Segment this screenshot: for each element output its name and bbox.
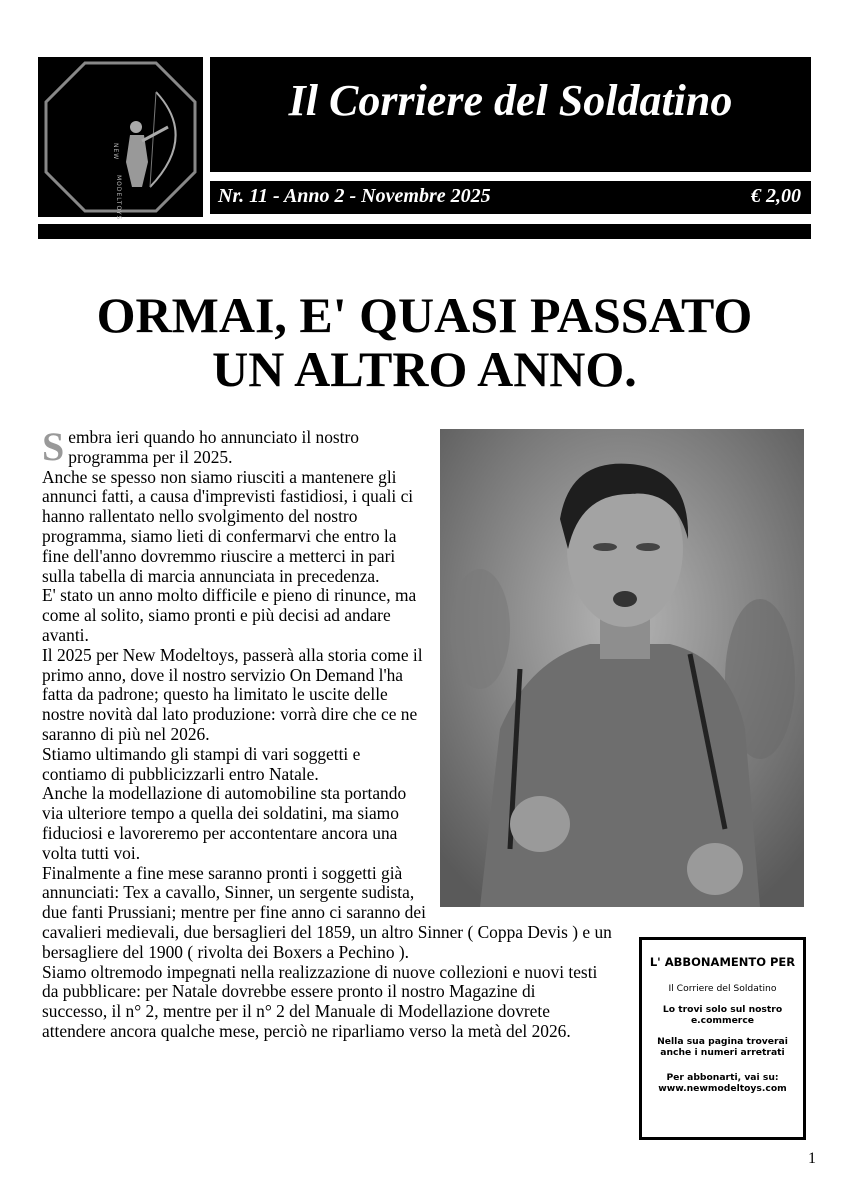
subscription-url[interactable]: www.newmodeltoys.com: [658, 1083, 787, 1094]
article-paragraph-5: Stiamo ultimando gli stampi di vari soggetti e contiamo di pubblicizzarli entro Natale.: [42, 743, 361, 784]
issue-bar: [210, 181, 811, 214]
header-rule: [38, 224, 811, 239]
article-paragraph-4: Il 2025 per New Modeltoys, passerà alla storia come il primo anno, dove il nostro servizio On Demand l'ha fatta da padrone; questo ha limitato le uscite delle nostre novità dal lato produzione: vorrà dire che ce ne saranno di più nel 2026.: [42, 644, 423, 744]
dropcap: S: [42, 424, 65, 469]
logo-text-new: NEW: [112, 143, 119, 161]
article-body: [42, 424, 642, 1042]
article-paragraph-1: embra ieri quando ho annunciato il nostro programma per il 2025.: [68, 427, 359, 467]
logo: [38, 57, 203, 221]
article-paragraph-2: Anche se spesso non siamo riusciti a mantenere gli annunci fatti, a causa d'imprevisti fastidiosi, i quali ci hanno rallentato nello svolgimento del nostro programma, siamo lieti di confermarvi che entro la fine dell'anno dovremmo riuscire a metterci in pari sulla tabella di marcia annunciata in precedenza.: [42, 466, 414, 586]
article-paragraph-8: Siamo oltremodo impegnati nella realizzazione di nuove collezioni e nuovi testi da pubblicare: per Natale dovrebbe essere pronto il nostro Magazine di successo, il n° 2, mentre per il n° 2 del Manuale di Modellazione dovrete attendere ancora qualche mese, perciò ne riparliamo verso la metà del 2026.: [42, 961, 598, 1041]
subscription-box: [639, 937, 806, 1140]
subscription-title: L' ABBONAMENTO PER: [649, 955, 796, 969]
headline-line-1: ORMAI, E' QUASI PASSATO: [96, 287, 753, 343]
subscription-line-2: Nella sua pagina troverai anche i numeri arretrati: [657, 1036, 788, 1058]
issue-info: Nr. 11 - Anno 2 - Novembre 2025: [218, 185, 491, 207]
article-paragraph-6: Anche la modellazione di automobiline sta portando via ulteriore tempo a quella dei soldatini, ma siamo fiduciosi e lavoreremo per accontentare ancora una volta tutti voi.: [42, 783, 407, 863]
newspaper-title: Il Corriere del Soldatino: [288, 76, 733, 125]
subscription-line-1: Lo trovi solo sul nostro e.commerce: [662, 1004, 783, 1026]
article-paragraph-7: Finalmente a fine mese saranno pronti i soggetti già annunciati: Tex a cavallo, Sinner, un sergente sudista, due fanti Prussiani; mentre per fine anno ci saranno dei cavalieri medievali, due bersaglieri del 1859, un altro Sinner ( Coppa Devis ) e un bersagliere del 1900 ( rivolta dei Boxers a Pechino ).: [42, 862, 612, 962]
subscription-line-3: Per abbonarti, vai su:: [666, 1072, 779, 1083]
logo-text-modeltoys: MODELTOYS: [115, 175, 122, 221]
headline: [38, 288, 811, 396]
issue-price: € 2,00: [751, 185, 801, 207]
subscription-name: Il Corriere del Soldatino: [668, 983, 777, 994]
page-number: 1: [808, 1150, 816, 1167]
headline-line-2: UN ALTRO ANNO.: [212, 341, 637, 397]
masthead: [210, 57, 811, 172]
photo-spacer: [427, 428, 642, 910]
article-paragraph-3: E' stato un anno molto difficile e pieno di rinunce, ma come al solito, siamo pronti e più decisi ad andare avanti.: [42, 585, 417, 645]
